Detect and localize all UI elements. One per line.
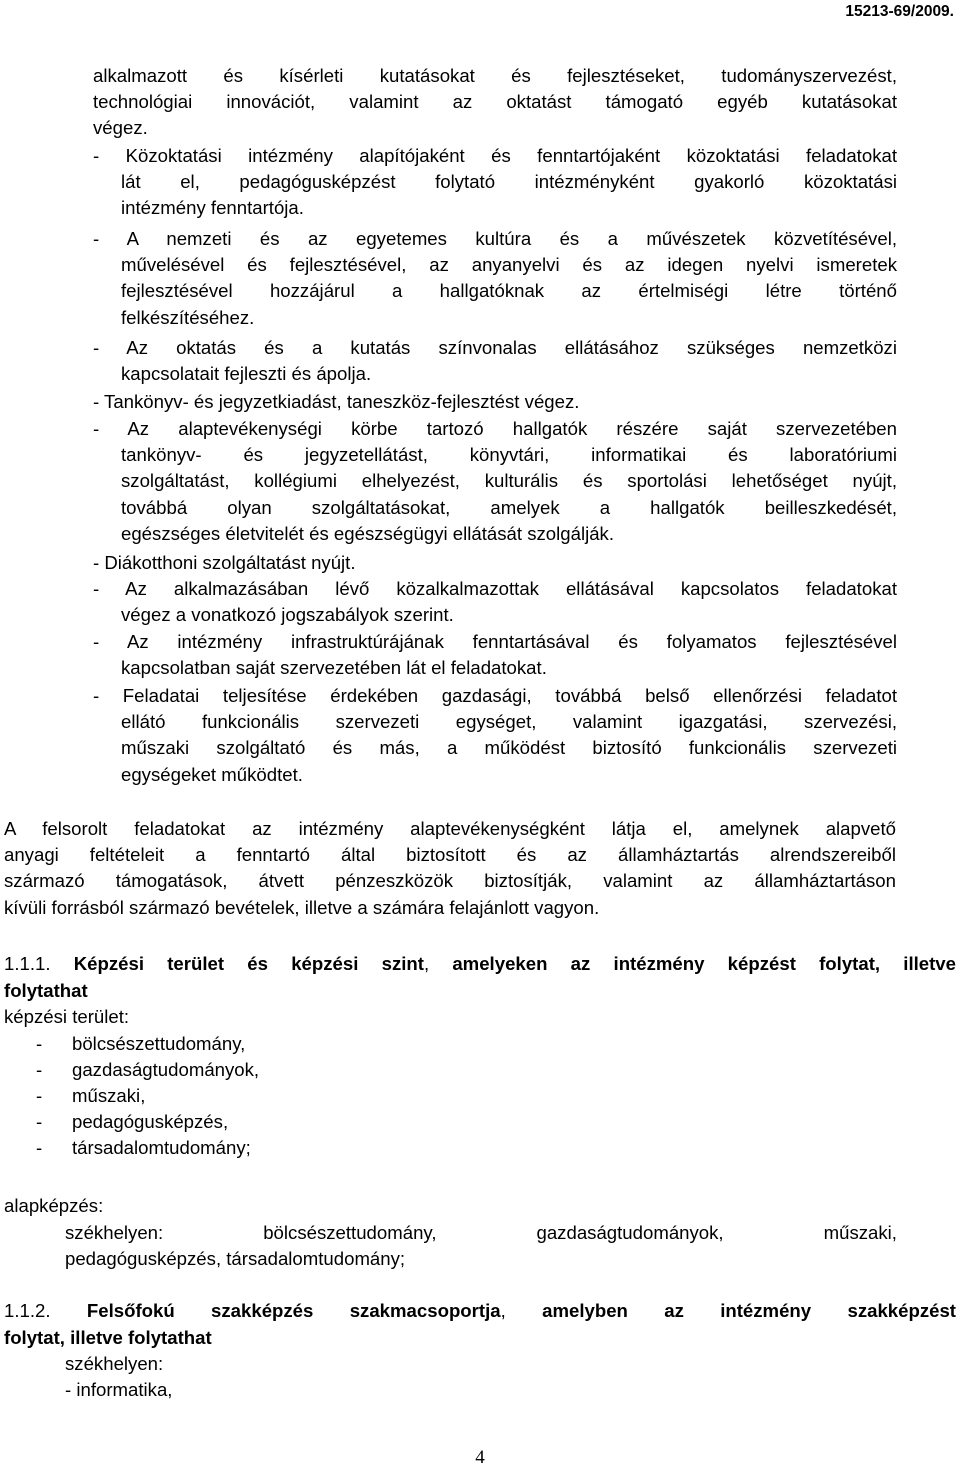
list-item: - társadalomtudomány; — [36, 1137, 251, 1158]
task-list-item — [93, 629, 897, 681]
text-line: kívüli forrásból származó bevételek, illetve a számára felajánlott vagyon. — [4, 896, 600, 918]
section-title-comma: , — [500, 1300, 543, 1321]
section-title-rest: amelyeken az intézmény képzést folytat, illetve — [452, 953, 956, 974]
training-area-label: képzési terület: — [4, 1006, 130, 1027]
section-title-rest: folytathat — [4, 980, 88, 1001]
section-heading-1-1-1 — [4, 950, 956, 1004]
text-line: szolgáltatást, kollégiumi elhelyezést, kulturális és sportolási lehetőséget nyújt, — [121, 470, 897, 492]
seat-line: székhelyen: bölcsészettudomány, gazdaságtudományok, műszaki, — [65, 1222, 897, 1243]
section-number: 1.1.1. — [4, 953, 74, 974]
list-item: - műszaki, — [36, 1085, 146, 1106]
list-item: - informatika, — [65, 1379, 173, 1400]
text-line: - Az alkalmazásában lévő közalkalmazottak ellátásával kapcsolatos feladatokat — [93, 578, 897, 599]
summary-paragraph — [4, 816, 896, 921]
section-title-comma: , — [423, 953, 453, 974]
text-line: végez a vonatkozó jogszabályok szerint. — [121, 604, 454, 626]
text-line: származó támogatások, átvett pénzeszközök biztosítják, valamint az államháztartáson — [4, 870, 896, 892]
text-line: ellátó funkcionális szervezeti egységet, valamint igazgatási, szervezési, — [121, 711, 897, 733]
intro-paragraph — [93, 63, 897, 142]
document-number: 15213-69/2009. — [845, 3, 954, 20]
section-title-bold: Képzési terület és képzési szint — [73, 953, 424, 974]
task-list-item — [93, 416, 897, 547]
text-line: tankönyv- és jegyzetellátást, könyvtári, informatikai és laboratóriumi — [121, 444, 897, 466]
task-list-item — [93, 389, 897, 415]
text-line: kapcsolatait fejleszti és ápolja. — [121, 363, 372, 385]
text-line: - Az oktatás és a kutatás színvonalas ellátásához szükséges nemzetközi — [93, 337, 897, 358]
basic-training-label: alapképzés: — [4, 1195, 104, 1216]
text-line: intézmény fenntartója. — [121, 197, 304, 219]
text-line: - A nemzeti és az egyetemes kultúra és a művészetek közvetítésével, — [93, 228, 897, 249]
text-line: végez. — [93, 117, 148, 139]
task-list-item — [93, 576, 897, 628]
text-line: technológiai innovációt, valamint az oktatást támogató egyéb kutatásokat — [93, 91, 897, 113]
section-heading-1-1-2 — [4, 1297, 956, 1351]
text-line: - Közoktatási intézmény alapítójaként és fenntartójaként közoktatási feladatokat — [93, 145, 897, 166]
section-title-bold: Felsőfokú szakképzés szakmacsoportja — [86, 1300, 501, 1321]
text-line: egységeket működtet. — [121, 763, 303, 785]
text-line: alkalmazott és kísérleti kutatásokat és fejlesztéseket, tudományszervezést, — [93, 65, 897, 86]
task-list-item — [93, 143, 897, 222]
section-title-rest: folytat, illetve folytathat — [4, 1327, 212, 1348]
text-line: felkészítéséhez. — [121, 306, 255, 328]
text-line: - Diákotthoni szolgáltatást nyújt. — [93, 552, 356, 573]
text-line: - Feladatai teljesítése érdekében gazdasági, továbbá belső ellenőrzési feladatot — [93, 685, 897, 706]
text-line: művelésével és fejlesztésével, az anyanyelvi és az idegen nyelvi ismeretek — [121, 254, 897, 276]
task-list-item — [93, 335, 897, 387]
text-line: lát el, pedagógusképzést folytató intézményként gyakorló közoktatási — [121, 171, 897, 193]
text-line: továbbá olyan szolgáltatásokat, amelyek a hallgatók beilleszkedését, — [121, 496, 897, 518]
page-number: 4 — [475, 1447, 485, 1468]
text-line: - Tankönyv- és jegyzetkiadást, taneszköz-fejlesztést végez. — [93, 391, 580, 412]
text-line: műszaki szolgáltató és más, a működést biztosító funkcionális szervezeti — [121, 737, 897, 759]
list-item: - gazdaságtudományok, — [36, 1059, 260, 1080]
task-list-item — [93, 683, 897, 788]
text-line: - Az intézmény infrastruktúrájának fenntartásával és folyamatos fejlesztésével — [93, 631, 897, 652]
text-line: A felsorolt feladatokat az intézmény alaptevékenységként látja el, amelynek alapvető — [4, 818, 896, 839]
text-line: egészséges életvitelét és egészségügyi ellátását szolgálják. — [121, 522, 615, 544]
section-number: 1.1.2. — [4, 1300, 87, 1321]
text-line: fejlesztésével hozzájárul a hallgatóknak az értelmiségi létre történő — [121, 280, 897, 302]
seat-label: székhelyen: — [65, 1353, 164, 1374]
task-list-item — [93, 226, 897, 331]
task-list-item — [93, 550, 897, 576]
text-line: - Az alaptevékenységi körbe tartozó hallgatók részére saját szervezetében — [93, 418, 897, 439]
list-item: - pedagógusképzés, — [36, 1111, 229, 1132]
seat-line: pedagógusképzés, társadalomtudomány; — [65, 1248, 406, 1269]
section-title-rest: amelyben az intézmény szakképzést — [542, 1300, 957, 1321]
list-item: - bölcsészettudomány, — [36, 1033, 246, 1054]
text-line: anyagi feltételeit a fenntartó által biztosított és az államháztartás alrendszereiből — [4, 844, 896, 866]
text-line: kapcsolatban saját szervezetében lát el feladatokat. — [121, 657, 547, 679]
